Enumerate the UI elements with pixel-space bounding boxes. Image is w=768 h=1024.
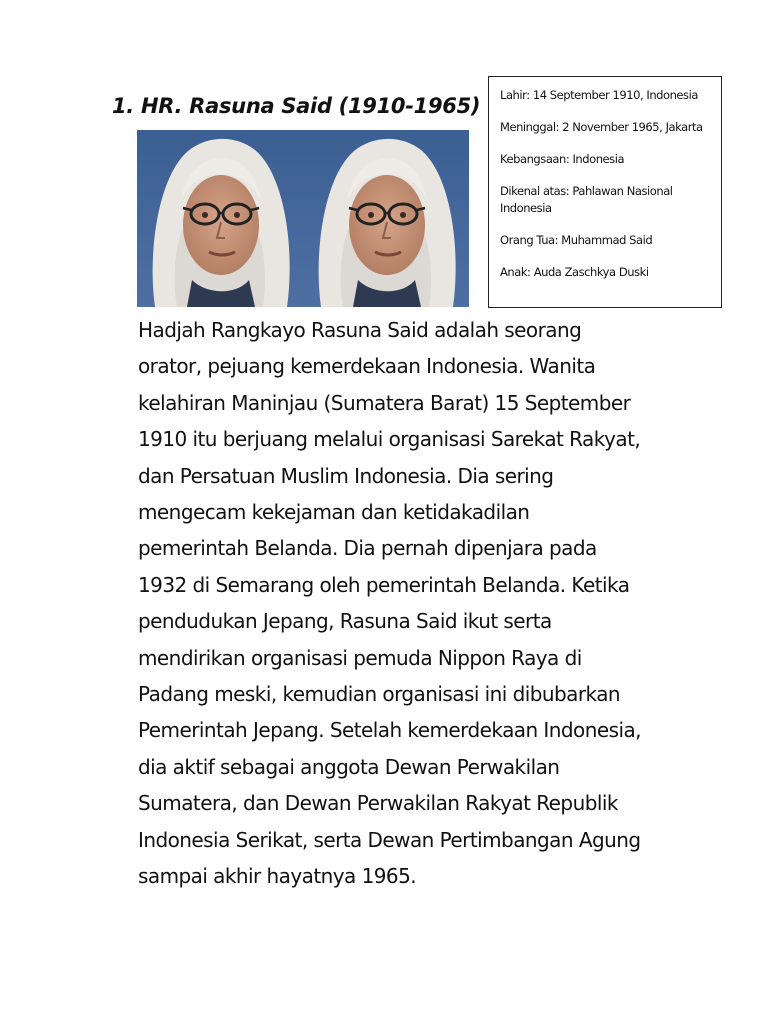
paragraph-line: mendirikan organisasi pemuda Nippon Raya di [138,645,582,670]
page-title: 1. HR. Rasuna Said (1910-1965) [112,94,481,118]
paragraph-line: sampai akhir hayatnya 1965. [138,864,417,889]
paragraph-line: Indonesia Serikat, serta Dewan Pertimbangan Agung [138,827,641,852]
biography-paragraph [138,312,698,895]
portrait-image-right [303,130,469,307]
info-nationality: Kebangsaan: Indonesia [500,152,625,166]
paragraph-line: pemerintah Belanda. Dia pernah dipenjara pada [138,536,597,561]
info-known-for: Dikenal atas: Pahlawan Nasional Indonesia [500,184,673,215]
paragraph-line: Pemerintah Jepang. Setelah kemerdekaan Indonesia, [138,718,641,743]
paragraph-line: dia aktif sebagai anggota Dewan Perwakilan [138,754,560,779]
paragraph-line: kelahiran Maninjau (Sumatera Barat) 15 September [138,390,631,415]
paragraph-line: 1932 di Semarang oleh pemerintah Belanda. Ketika [138,572,630,597]
info-died: Meninggal: 2 November 1965, Jakarta [500,120,703,134]
paragraph-line: pendudukan Jepang, Rasuna Said ikut serta [138,609,552,634]
paragraph-line: Sumatera, dan Dewan Perwakilan Rakyat Republik [138,791,618,816]
info-born: Lahir: 14 September 1910, Indonesia [500,88,698,102]
paragraph-line: Hadjah Rangkayo Rasuna Said adalah seorang [138,318,582,342]
portrait-images [137,130,469,307]
paragraph-line: 1910 itu berjuang melalui organisasi Sarekat Rakyat, [138,427,641,452]
paragraph-line: mengecam kekejaman dan ketidakadilan [138,500,530,525]
info-children: Anak: Auda Zaschkya Duski [500,265,649,279]
info-parents: Orang Tua: Muhammad Said [500,233,653,247]
paragraph-line: Padang meski, kemudian organisasi ini dibubarkan [138,682,621,707]
paragraph-line: dan Persatuan Muslim Indonesia. Dia sering [138,463,554,488]
biography-info-box [488,76,722,308]
portrait-image-left [137,130,303,307]
paragraph-line: orator, pejuang kemerdekaan Indonesia. Wanita [138,354,596,379]
